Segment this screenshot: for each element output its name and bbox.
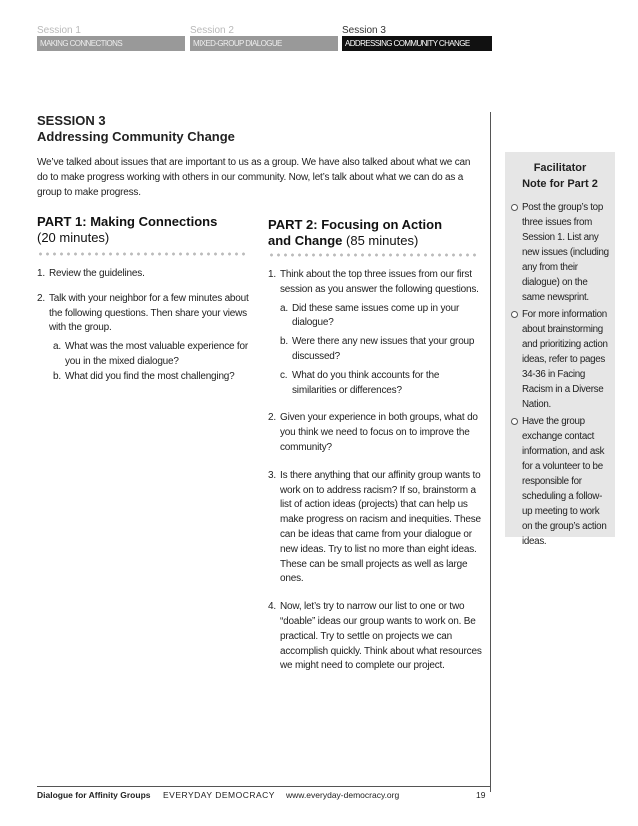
part1-heading: PART 1: Making Connections <box>37 214 218 229</box>
part2-subitem-b: b. Were there any new issues that your group discussed? <box>280 336 475 362</box>
part1-section <box>37 214 255 385</box>
tab-session-2-bar: MIXED-GROUP DIALOGUE <box>190 36 338 51</box>
facilitator-note-item: Have the group exchange contact information, and ask for a volunteer to be responsible for scheduling a follow-up meeting to work on the group’s action ideas. <box>509 414 609 549</box>
footer-org: EVERYDAY DEMOCRACY <box>163 790 275 800</box>
footer-rule <box>37 786 491 787</box>
facilitator-note-box <box>505 152 615 547</box>
facilitator-note-title: Facilitator Note for Part 2 <box>522 162 598 190</box>
part1-subitem-b: b. What did you find the most challenging? <box>53 370 235 382</box>
part2-subitem-a: a. Did these same issues come up in your dialogue? <box>280 302 460 329</box>
part2-item-3: 3. Is there anything that our affinity group wants to work on to address racism? If so, brainstorm a list of action ideas (projects) that can help us make progress on racism and inequities. These can be ideas that came from your dialogue or new ideas. Try to list no more than eight ideas. These can be small projects as well as large ones. <box>268 469 481 585</box>
part2-title <box>268 217 484 249</box>
part2-heading-line1: PART 2: Focusing on Action <box>268 217 443 232</box>
tab-session-1-label: Session 1 <box>37 25 81 36</box>
part2-item-2: 2. Given your experience in both groups, what do you think we need to focus on to improve the community? <box>268 412 478 453</box>
facilitator-note-item: Post the group’s top three issues from Session 1. List any new issues (including any from their dialogue) on the same newsprint. <box>509 200 609 305</box>
column-divider <box>490 112 491 792</box>
part1-subitem-a: a. What was the most valuable experience for you in the mixed dialogue? <box>53 341 249 367</box>
part1-title <box>37 214 255 246</box>
tab-session-3-label: Session 3 <box>342 25 386 36</box>
session-heading <box>37 113 235 145</box>
session-title: Addressing Community Change <box>37 129 235 144</box>
tab-session-3-bar: ADDRESSING COMMUNITY CHANGE <box>342 36 492 51</box>
footer-guide-title: Dialogue for Affinity Groups <box>37 790 151 800</box>
bullet-circle-icon <box>511 418 518 425</box>
part2-subitem-c: c. What do you think accounts for the similarities or differences? <box>280 369 440 396</box>
part2-time: (85 minutes) <box>346 233 419 248</box>
tab-session-1-bar: MAKING CONNECTIONS <box>37 36 185 51</box>
tab-session-2-label: Session 2 <box>190 25 234 36</box>
dotted-divider <box>37 252 249 256</box>
part2-item-1: 1. Think about the top three issues from our first session as you answer the following questions. <box>268 269 479 295</box>
session-number: SESSION 3 <box>37 113 106 128</box>
footer-url[interactable]: www.everyday-democracy.org <box>286 790 400 800</box>
bullet-circle-icon <box>511 204 518 211</box>
intro-paragraph: We’ve talked about issues that are important to us as a group. We have also talked about what we can do to make progress working with others in our community. Now, let’s talk about what we can do as a group to make progress. <box>37 157 471 198</box>
part1-item-1: 1. Review the guidelines. <box>37 268 145 279</box>
page-number: 19 <box>476 790 486 800</box>
part2-item-4: 4. Now, let’s try to narrow our list to one or two “doable” ideas our group wants to work on. Be practical. Try to settle on projects we can accomplish quickly. Think about what resources we might need to complete our project. <box>268 601 482 672</box>
dotted-divider <box>268 253 480 257</box>
part2-section <box>268 217 484 674</box>
part1-time: (20 minutes) <box>37 230 110 245</box>
part2-heading-line2: and Change <box>268 233 343 248</box>
bullet-circle-icon <box>511 311 518 318</box>
facilitator-note-item: For more information about brainstorming and prioritizing action ideas, refer to pages 34-36 in Facing Racism in a Diverse Nation. <box>509 307 609 412</box>
part1-item-2: 2. Talk with your neighbor for a few minutes about the following questions. Then share your views with the group. <box>37 292 249 334</box>
